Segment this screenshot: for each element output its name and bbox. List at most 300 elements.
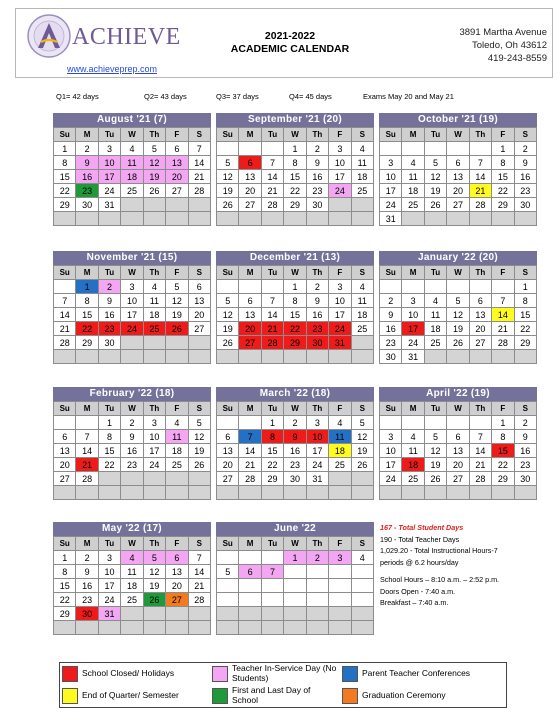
weekday-row [217, 402, 374, 416]
day-cell: 11 [351, 294, 373, 308]
weekday-label: S [514, 128, 536, 142]
weekday-label: Th [306, 402, 328, 416]
day-cell: 23 [306, 184, 328, 198]
day-cell: 11 [166, 430, 188, 444]
weekday-row [217, 266, 374, 280]
day-cell: 5 [143, 142, 165, 156]
empty-cell [351, 621, 373, 635]
day-cell: 12 [143, 565, 165, 579]
week-row [217, 308, 374, 322]
day-cell: 16 [380, 322, 402, 336]
empty-cell [54, 350, 76, 364]
empty-cell [424, 416, 446, 430]
empty-cell [188, 336, 210, 350]
day-cell: 30 [306, 336, 328, 350]
weekday-label: Th [469, 128, 491, 142]
empty-cell [261, 607, 283, 621]
week-row [54, 198, 211, 212]
day-cell: 21 [261, 184, 283, 198]
graduation-swatch [342, 688, 358, 704]
weekday-label: Tu [98, 537, 120, 551]
day-cell: 13 [239, 170, 261, 184]
empty-cell [76, 486, 98, 500]
day-cell: 7 [188, 142, 210, 156]
month-calendar [53, 522, 211, 635]
empty-cell [306, 350, 328, 364]
day-cell: 25 [424, 336, 446, 350]
day-cell: 14 [188, 156, 210, 170]
weekday-label: Th [306, 537, 328, 551]
weekday-label: Su [380, 266, 402, 280]
day-cell: 13 [469, 308, 491, 322]
day-cell: 27 [239, 198, 261, 212]
weekday-label: S [514, 266, 536, 280]
week-row [217, 621, 374, 635]
day-cell: 25 [351, 322, 373, 336]
week-row [54, 472, 211, 486]
month-calendar [216, 522, 374, 635]
weekday-label: Tu [261, 402, 283, 416]
weekday-label: F [329, 128, 351, 142]
day-cell: 13 [217, 444, 239, 458]
weekday-label: S [351, 266, 373, 280]
week-row [217, 198, 374, 212]
day-cell: 13 [447, 444, 469, 458]
inservice-swatch [212, 666, 228, 682]
empty-cell [121, 212, 143, 226]
day-cell: 28 [492, 336, 514, 350]
empty-cell [306, 486, 328, 500]
week-row [54, 444, 211, 458]
day-cell: 31 [306, 472, 328, 486]
week-row [54, 294, 211, 308]
week-row [380, 198, 537, 212]
week-row [217, 579, 374, 593]
weekday-label: S [351, 537, 373, 551]
weekday-label: Tu [424, 128, 446, 142]
day-cell: 10 [306, 430, 328, 444]
week-row [54, 579, 211, 593]
day-cell: 2 [284, 416, 306, 430]
day-cell: 14 [261, 170, 283, 184]
weekday-label: W [284, 266, 306, 280]
week-row [217, 336, 374, 350]
day-cell: 17 [380, 184, 402, 198]
day-cell: 21 [492, 322, 514, 336]
empty-cell [424, 350, 446, 364]
day-cell: 5 [424, 156, 446, 170]
legend-inservice [210, 664, 340, 684]
legend-closed-label: School Closed/ Holidays [82, 668, 175, 678]
day-cell: 16 [76, 170, 98, 184]
empty-cell [239, 579, 261, 593]
empty-cell [380, 280, 402, 294]
weekday-label: F [329, 537, 351, 551]
week-row [380, 142, 537, 156]
week-row [217, 322, 374, 336]
empty-cell [239, 142, 261, 156]
day-cell: 22 [54, 184, 76, 198]
day-cell: 2 [76, 551, 98, 565]
day-cell: 9 [514, 156, 536, 170]
day-cell: 7 [54, 294, 76, 308]
weekday-label: Su [380, 128, 402, 142]
empty-cell [284, 350, 306, 364]
day-cell: 11 [351, 156, 373, 170]
day-cell: 18 [121, 170, 143, 184]
day-cell: 15 [76, 308, 98, 322]
empty-cell [166, 350, 188, 364]
empty-cell [143, 607, 165, 621]
empty-cell [329, 565, 351, 579]
day-cell: 23 [76, 593, 98, 607]
week-row [217, 565, 374, 579]
day-cell: 31 [98, 198, 120, 212]
empty-cell [284, 593, 306, 607]
legend-graduation-label: Graduation Ceremony [362, 690, 446, 700]
empty-cell [380, 416, 402, 430]
day-cell: 4 [166, 416, 188, 430]
empty-cell [239, 486, 261, 500]
weekday-label: Tu [261, 128, 283, 142]
day-cell: 28 [188, 184, 210, 198]
day-cell: 6 [239, 294, 261, 308]
day-cell: 27 [166, 593, 188, 607]
day-cell: 24 [98, 593, 120, 607]
week-row [380, 350, 537, 364]
week-row [380, 458, 537, 472]
day-cell: 28 [469, 198, 491, 212]
day-cell: 4 [351, 551, 373, 565]
empty-cell [306, 579, 328, 593]
day-cell: 26 [447, 336, 469, 350]
instructional-periods: periods @ 6.2 hours/day [380, 557, 459, 567]
day-cell: 8 [492, 430, 514, 444]
month-calendar [379, 251, 537, 364]
day-cell: 25 [402, 198, 424, 212]
day-cell: 3 [329, 142, 351, 156]
day-cell: 6 [217, 430, 239, 444]
week-row [54, 142, 211, 156]
day-cell: 10 [402, 308, 424, 322]
month-calendar [53, 251, 211, 364]
student-days: 167 - Total Student Days [380, 523, 464, 532]
day-cell: 26 [188, 458, 210, 472]
day-cell: 4 [402, 430, 424, 444]
day-cell: 19 [351, 444, 373, 458]
day-cell: 20 [447, 184, 469, 198]
weekday-label: S [188, 537, 210, 551]
day-cell: 3 [306, 416, 328, 430]
day-cell: 14 [469, 444, 491, 458]
day-cell: 21 [54, 322, 76, 336]
empty-cell [143, 621, 165, 635]
week-row [217, 184, 374, 198]
day-cell: 22 [54, 593, 76, 607]
weekday-label: Tu [98, 266, 120, 280]
day-cell: 18 [424, 322, 446, 336]
weekday-label: M [76, 128, 98, 142]
day-cell: 12 [424, 444, 446, 458]
month-table [379, 401, 537, 500]
weekday-label: M [76, 266, 98, 280]
day-cell: 11 [424, 308, 446, 322]
day-cell: 18 [329, 444, 351, 458]
empty-cell [306, 607, 328, 621]
empty-cell [188, 350, 210, 364]
empty-cell [76, 416, 98, 430]
day-cell: 8 [261, 430, 283, 444]
empty-cell [447, 142, 469, 156]
day-cell: 24 [306, 458, 328, 472]
legend-conferences-label: Parent Teacher Conferences [362, 668, 471, 678]
day-cell: 26 [217, 198, 239, 212]
empty-cell [424, 486, 446, 500]
day-cell: 25 [121, 184, 143, 198]
empty-cell [217, 212, 239, 226]
empty-cell [261, 593, 283, 607]
day-cell: 15 [54, 170, 76, 184]
day-cell: 15 [261, 444, 283, 458]
weekday-label: Tu [424, 402, 446, 416]
empty-cell [329, 212, 351, 226]
day-cell: 1 [261, 416, 283, 430]
day-cell: 24 [143, 458, 165, 472]
empty-cell [402, 416, 424, 430]
month-calendar [216, 113, 374, 226]
week-row [217, 472, 374, 486]
empty-cell [143, 472, 165, 486]
week-row [54, 416, 211, 430]
day-cell: 22 [492, 184, 514, 198]
day-cell: 16 [98, 308, 120, 322]
empty-cell [469, 416, 491, 430]
week-row [54, 212, 211, 226]
week-row [380, 486, 537, 500]
empty-cell [261, 579, 283, 593]
closed-swatch [62, 666, 78, 682]
quarter-summary [56, 92, 526, 104]
day-cell: 30 [514, 472, 536, 486]
q3-days: Q3= 37 days [216, 92, 259, 101]
day-cell: 28 [76, 472, 98, 486]
day-cell: 9 [306, 294, 328, 308]
legend-inservice-label: Teacher In-Service Day (No Students) [232, 663, 337, 683]
empty-cell [424, 212, 446, 226]
empty-cell [261, 486, 283, 500]
day-cell: 3 [143, 416, 165, 430]
day-cell: 7 [76, 430, 98, 444]
weekday-label: M [402, 266, 424, 280]
month-table [216, 536, 374, 635]
day-cell: 5 [447, 294, 469, 308]
weekday-label: Su [217, 128, 239, 142]
day-cell: 23 [284, 458, 306, 472]
day-cell: 10 [329, 156, 351, 170]
weekday-row [380, 128, 537, 142]
empty-cell [166, 212, 188, 226]
empty-cell [351, 350, 373, 364]
day-cell: 19 [188, 444, 210, 458]
day-cell: 5 [217, 294, 239, 308]
empty-cell [402, 280, 424, 294]
empty-cell [402, 212, 424, 226]
day-cell: 27 [447, 198, 469, 212]
day-cell: 25 [166, 458, 188, 472]
empty-cell [217, 280, 239, 294]
day-cell: 1 [284, 551, 306, 565]
day-cell: 21 [239, 458, 261, 472]
week-row [217, 444, 374, 458]
day-cell: 28 [469, 472, 491, 486]
day-cell: 22 [98, 458, 120, 472]
day-cell: 23 [121, 458, 143, 472]
empty-cell [447, 416, 469, 430]
weekday-label: W [284, 537, 306, 551]
week-row [380, 170, 537, 184]
day-cell: 23 [98, 322, 120, 336]
empty-cell [143, 350, 165, 364]
day-cell: 18 [351, 170, 373, 184]
weekday-label: W [284, 402, 306, 416]
month-header: August '21 (7) [53, 113, 211, 127]
day-cell: 31 [98, 607, 120, 621]
empty-cell [329, 593, 351, 607]
day-cell: 5 [217, 156, 239, 170]
brand-name: ACHIEVE [72, 24, 181, 50]
empty-cell [424, 142, 446, 156]
day-cell: 1 [284, 142, 306, 156]
empty-cell [469, 212, 491, 226]
month-table [53, 401, 211, 500]
day-cell: 14 [261, 308, 283, 322]
empty-cell [121, 607, 143, 621]
day-cell: 20 [447, 458, 469, 472]
week-row [380, 308, 537, 322]
day-cell: 28 [188, 593, 210, 607]
empty-cell [492, 350, 514, 364]
weekday-row [54, 266, 211, 280]
day-cell: 6 [239, 565, 261, 579]
day-cell: 30 [380, 350, 402, 364]
day-cell: 1 [284, 280, 306, 294]
day-cell: 27 [217, 472, 239, 486]
day-cell: 4 [121, 142, 143, 156]
day-cell: 8 [514, 294, 536, 308]
day-cell: 9 [306, 156, 328, 170]
day-cell: 15 [492, 170, 514, 184]
day-cell: 5 [188, 416, 210, 430]
month-table [53, 265, 211, 364]
weekday-label: Th [143, 128, 165, 142]
day-cell: 17 [329, 308, 351, 322]
day-cell: 16 [76, 579, 98, 593]
day-cell: 17 [380, 458, 402, 472]
weekday-label: Su [54, 128, 76, 142]
empty-cell [188, 621, 210, 635]
day-cell: 5 [166, 280, 188, 294]
day-cell: 24 [380, 472, 402, 486]
empty-cell [380, 486, 402, 500]
day-cell: 21 [188, 579, 210, 593]
day-cell: 6 [469, 294, 491, 308]
day-cell: 18 [166, 444, 188, 458]
day-cell: 1 [514, 280, 536, 294]
empty-cell [239, 593, 261, 607]
day-cell: 8 [492, 156, 514, 170]
empty-cell [188, 472, 210, 486]
month-table [53, 127, 211, 226]
weekday-row [217, 128, 374, 142]
day-cell: 29 [284, 198, 306, 212]
day-cell: 26 [424, 472, 446, 486]
week-row [380, 430, 537, 444]
empty-cell [239, 621, 261, 635]
weekday-label: W [447, 128, 469, 142]
week-row [54, 350, 211, 364]
empty-cell [54, 280, 76, 294]
day-cell: 15 [284, 308, 306, 322]
weekday-row [380, 402, 537, 416]
day-cell: 2 [306, 280, 328, 294]
empty-cell [306, 565, 328, 579]
q1-days: Q1= 42 days [56, 92, 99, 101]
day-cell: 5 [424, 430, 446, 444]
day-cell: 7 [492, 294, 514, 308]
month-table [53, 536, 211, 635]
day-cell: 28 [261, 336, 283, 350]
day-cell: 2 [514, 416, 536, 430]
empty-cell [166, 472, 188, 486]
month-header: December '21 (13) [216, 251, 374, 265]
day-cell: 31 [380, 212, 402, 226]
empty-cell [217, 551, 239, 565]
empty-cell [514, 486, 536, 500]
day-cell: 19 [143, 579, 165, 593]
day-cell: 1 [492, 142, 514, 156]
week-row [217, 142, 374, 156]
empty-cell [217, 579, 239, 593]
empty-cell [329, 621, 351, 635]
empty-cell [261, 280, 283, 294]
empty-cell [188, 198, 210, 212]
weekday-label: W [284, 128, 306, 142]
weekday-label: Th [143, 537, 165, 551]
day-cell: 11 [121, 565, 143, 579]
title-text: ACADEMIC CALENDAR [230, 43, 350, 55]
website-link[interactable]: www.achieveprep.com [67, 64, 158, 74]
day-cell: 10 [121, 294, 143, 308]
weekday-label: Th [306, 266, 328, 280]
day-cell: 13 [188, 294, 210, 308]
week-row [380, 280, 537, 294]
day-cell: 30 [76, 198, 98, 212]
day-cell: 13 [239, 308, 261, 322]
weekday-row [54, 537, 211, 551]
empty-cell [76, 212, 98, 226]
day-cell: 2 [98, 280, 120, 294]
empty-cell [143, 486, 165, 500]
day-cell: 8 [76, 294, 98, 308]
empty-cell [217, 416, 239, 430]
day-cell: 30 [76, 607, 98, 621]
empty-cell [261, 350, 283, 364]
day-cell: 1 [54, 142, 76, 156]
day-cell: 1 [492, 416, 514, 430]
legend-first-last-label: First and Last Day of School [232, 685, 311, 705]
week-row [380, 336, 537, 350]
day-cell: 11 [329, 430, 351, 444]
